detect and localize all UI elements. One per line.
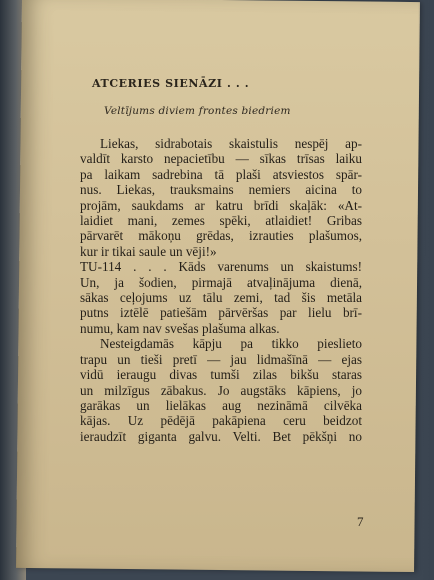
body-text — [80, 136, 362, 444]
chapter-heading: ATCERIES SIENĀZI . . . — [92, 77, 250, 90]
text-line: pārvarēt mākoņu grēdas, izrauties plašumos, — [80, 228, 362, 244]
page-number: 7 — [357, 514, 364, 529]
text-line: kājas. Uz pēdējā pakāpiena ceru beidzot — [80, 413, 362, 429]
text-line: un milzīgus zābakus. Jo augstāks kāpiens, jo — [80, 382, 362, 398]
text-line: trapu un tieši pretī — jau lidmašīnā — ejas — [80, 351, 362, 367]
text-line: Nesteigdamās kāpju pa tikko pieslieto — [100, 336, 362, 352]
text-line: sākas ceļojums uz tālu zemi, tad šis metāla — [80, 290, 362, 306]
text-line: nus. Liekas, trauksmains nemiers aicina to — [80, 182, 362, 198]
text-line: kur ir tikai saule un vēji!» — [80, 243, 217, 259]
page-right-shadow — [418, 0, 434, 580]
paragraph-1 — [80, 136, 362, 259]
text-line: putns iztēlē patiešām pārvēršas par lielu brī- — [80, 305, 362, 321]
dedication-subtitle: Veltījums diviem frontes biedriem — [104, 105, 291, 117]
text-line: laidiet mani, zemes spēki, atlaidiet! Gribas — [80, 213, 362, 229]
paragraph-3 — [80, 336, 362, 444]
text-line: pa laikam sadrebina tā plaši atsviestos spār- — [80, 166, 362, 182]
text-line: vidū ieraugu divas tumši zilas bikšu staras — [80, 367, 362, 383]
text-line: numu, kam nav svešas plašuma alkas. — [80, 320, 280, 336]
text-line: projām, saukdams ar katru brīdi skaļāk: «At- — [80, 197, 362, 213]
text-line: Un, ja šodien, pirmajā atvaļinājuma dienā, — [80, 274, 362, 290]
text-line: TU-114 . . . Kāds varenums un skaistums! — [80, 259, 362, 275]
text-line: Liekas, sidrabotais skaistulis nespēj ap- — [100, 136, 362, 151]
text-line: garākas un lielākas aug nezināmā cilvēka — [80, 397, 362, 413]
text-line: valdīt karsto nepacietību — sīkas trīsas laiku — [80, 151, 362, 167]
paragraph-2 — [80, 259, 362, 336]
text-line: ieraudzīt giganta galvu. Velti. Bet pēkšņi no — [80, 428, 362, 444]
